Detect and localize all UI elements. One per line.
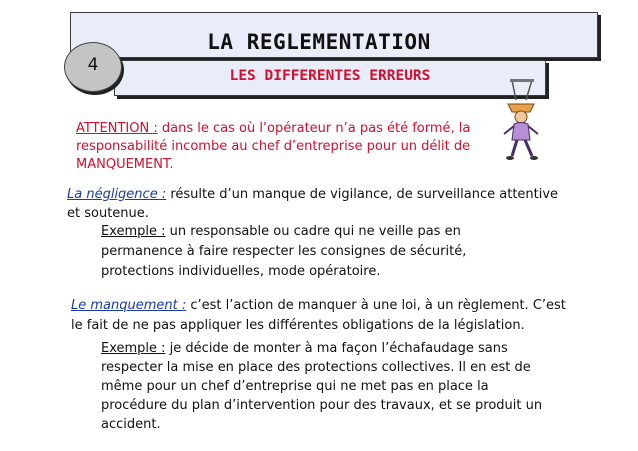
slide-number: 4 — [87, 55, 99, 75]
negligence-text: résulte d’un manque de vigilance, de surveillance attentive et soutenue. — [67, 187, 559, 221]
attention-note — [76, 120, 486, 174]
negligence-definition — [67, 185, 567, 223]
hanging-person-icon — [490, 78, 550, 162]
manquement-example-label: Exemple : — [101, 341, 166, 356]
attention-text-2: responsabilité incombe au chef d’entreprise pour un délit de — [76, 139, 471, 154]
negligence-example-label: Exemple : — [101, 224, 166, 239]
manquement-term: Le manquement : — [71, 298, 187, 313]
negligence-example-text: un responsable ou cadre qui ne veille pas en permanence à faire respecter les consignes de sécurité, protections individuelles, mode opératoire. — [101, 224, 467, 279]
manquement-definition — [71, 296, 571, 336]
page-subtitle: LES DIFFERENTES ERREURS — [229, 68, 431, 84]
negligence-term: La négligence : — [67, 187, 167, 202]
manquement-example — [101, 339, 551, 434]
attention-label: ATTENTION : — [76, 121, 158, 136]
attention-text-3: MANQUEMENT. — [76, 157, 174, 172]
negligence-example — [101, 222, 541, 282]
page-title: LA REGLEMENTATION — [207, 30, 431, 54]
manquement-example-text: je décide de monter à ma façon l’échafaudage sans respecter la mise en place des protections collectives. Il en est de même pour un chef d’entreprise qui ne met pas en place la procédure du plan d’intervention pour des travaux, et se produit un accident. — [101, 341, 543, 432]
attention-text-1: dans le cas où l’opérateur n’a pas été formé, la — [157, 121, 471, 136]
manquement-text: c’est l’action de manquer à une loi, à un règlement. C’est le fait de ne pas appliquer les différentes obligations de la législation. — [71, 298, 566, 333]
